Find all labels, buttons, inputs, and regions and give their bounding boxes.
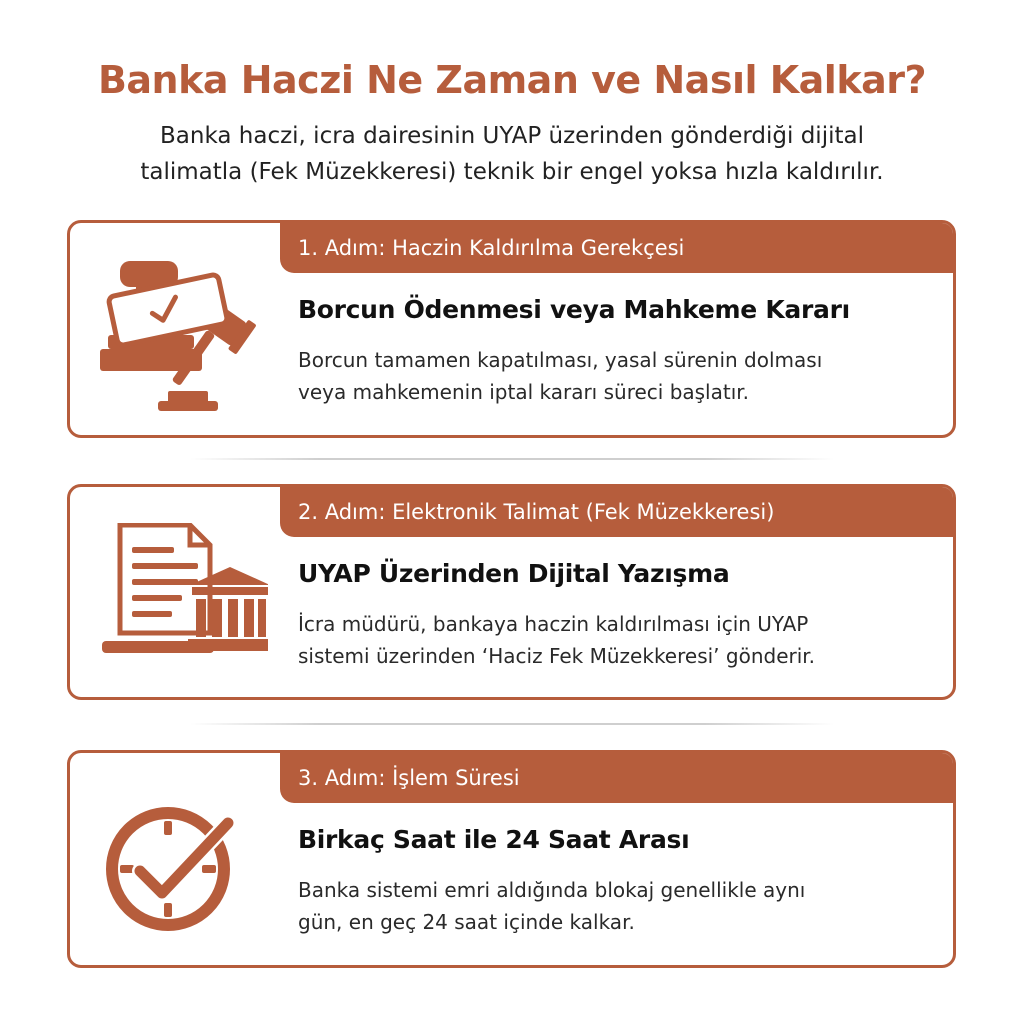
step-1-description xyxy=(298,344,939,408)
divider-1 xyxy=(190,458,834,460)
divider-2 xyxy=(190,723,834,725)
step-3-desc-line-2: gün, en geç 24 saat içinde kalkar. xyxy=(298,910,635,934)
step-2-description xyxy=(298,608,939,672)
step-1-heading: Borcun Ödenmesi veya Mahkeme Kararı xyxy=(298,295,850,324)
step-card-1 xyxy=(67,220,956,438)
stamp-gavel-icon xyxy=(98,255,268,415)
step-3-desc-line-1: Banka sistemi emri aldığında blokaj genellikle aynı xyxy=(298,878,806,902)
step-1-desc-line-1: Borcun tamamen kapatılması, yasal sürenin dolması xyxy=(298,348,823,372)
step-1-desc-line-2: veya mahkemenin iptal kararı süreci başlatır. xyxy=(298,380,750,404)
subtitle-line-1: Banka haczi, icra dairesinin UYAP üzerinden gönderdiği dijital xyxy=(160,123,864,149)
document-bank-icon xyxy=(98,523,268,673)
step-1-label: 1. Adım: Haczin Kaldırılma Gerekçesi xyxy=(280,223,953,273)
step-2-desc-line-2: sistemi üzerinden ‘Haciz Fek Müzekkeresi’ gönderir. xyxy=(298,644,816,668)
subtitle-line-2: talimatla (Fek Müzekkeresi) teknik bir engel yoksa hızla kaldırılır. xyxy=(140,159,884,185)
clock-check-icon xyxy=(100,793,250,943)
step-2-label: 2. Adım: Elektronik Talimat (Fek Müzekkeresi) xyxy=(280,487,953,537)
step-2-desc-line-1: İcra müdürü, bankaya haczin kaldırılması için UYAP xyxy=(298,612,809,636)
step-3-label: 3. Adım: İşlem Süresi xyxy=(280,753,953,803)
step-3-description xyxy=(298,874,939,938)
page-title: Banka Haczi Ne Zaman ve Nasıl Kalkar? xyxy=(97,58,927,102)
page-subtitle xyxy=(0,118,1024,190)
step-3-heading: Birkaç Saat ile 24 Saat Arası xyxy=(298,825,690,854)
step-card-2 xyxy=(67,484,956,700)
step-2-heading: UYAP Üzerinden Dijital Yazışma xyxy=(298,559,730,588)
step-card-3 xyxy=(67,750,956,968)
